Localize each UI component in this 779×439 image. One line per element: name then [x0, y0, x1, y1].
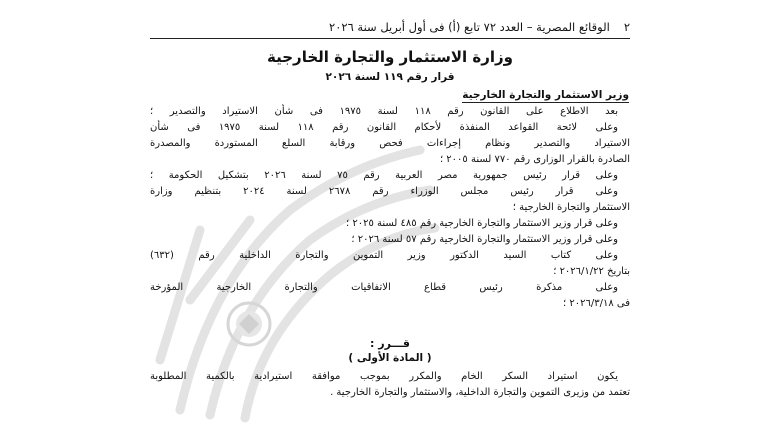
preamble-line: وعلى قرار وزير الاستثمار والتجارة الخارجية رقم ٤٨٥ لسنة ٢٠٢٥ ؛ — [345, 218, 618, 229]
preamble-line: الاستثمار والتجارة الخارجية ؛ — [512, 202, 630, 213]
article-line: تعتمد من وزيرى التموين والتجارة الداخلية، والاستثمار والتجارة الخارجية . — [330, 387, 630, 398]
gazette-header — [150, 16, 630, 39]
article-body — [150, 369, 630, 401]
preamble-line: الصادرة بالقرار الوزارى رقم ٧٧٠ لسنة ٢٠٠٥ ؛ — [439, 154, 630, 165]
preamble-line: وعلى قرار رئيس مجلس الوزراء رقم ٢٦٧٨ لسنة ٢٠٢٤ بتنظيم وزارة — [150, 186, 618, 197]
article-title: ( المادة الأولى ) — [348, 352, 432, 364]
gazette-title: الوقائع المصرية – العدد ٧٢ تابع (أ) فى أول أبريل سنة ٢٠٢٦ — [329, 20, 610, 34]
minister-heading: وزير الاستثمار والتجارة الخارجية — [462, 89, 629, 101]
preamble-line: بتاريخ ٢٠٢٦/١/٢٢ ؛ — [553, 266, 630, 277]
article-line: يكون استيراد السكر الخام والمكرر بموجب موافقة استيرادية بالكمية المطلوبة — [150, 371, 618, 382]
ministry-title: وزارة الاستثمار والتجارة الخارجية — [267, 48, 513, 66]
preamble-line: وعلى قرار وزير الاستثمار والتجارة الخارجية رقم ٥٧ لسنة ٢٠٢٦ ؛ — [351, 234, 618, 245]
preamble-line: فى ٢٠٢٦/٣/١٨ ؛ — [563, 298, 630, 309]
preamble-line: وعلى قرار رئيس جمهورية مصر العربية رقم ٧٥ لسنة ٢٠٢٦ بتشكيل الحكومة ؛ — [150, 170, 618, 181]
preamble-line: وعلى مذكرة رئيس قطاع الاتفاقيات والتجارة الخارجية المؤرخة — [150, 282, 618, 293]
decree-number: قرار رقم ١١٩ لسنة ٢٠٢٦ — [325, 71, 455, 83]
preamble — [150, 104, 630, 312]
preamble-line: بعد الاطلاع على القانون رقم ١١٨ لسنة ١٩٧٥ فى شأن الاستيراد والتصدير ؛ — [150, 106, 618, 117]
page-number: ٢ — [623, 20, 630, 34]
preamble-line: الاستيراد والتصدير ونظام إجراءات فحص ورقابة السلع المستوردة والمصدرة — [150, 138, 630, 149]
decides-heading: قـــرر : — [370, 337, 410, 350]
preamble-line: وعلى لائحة القواعد المنفذة لأحكام القانون رقم ١١٨ لسنة ١٩٧٥ فى شأن — [150, 122, 618, 133]
preamble-line: وعلى كتاب السيد الدكتور وزير التموين والتجارة الداخلية رقم (٦٣٢) — [150, 250, 618, 261]
